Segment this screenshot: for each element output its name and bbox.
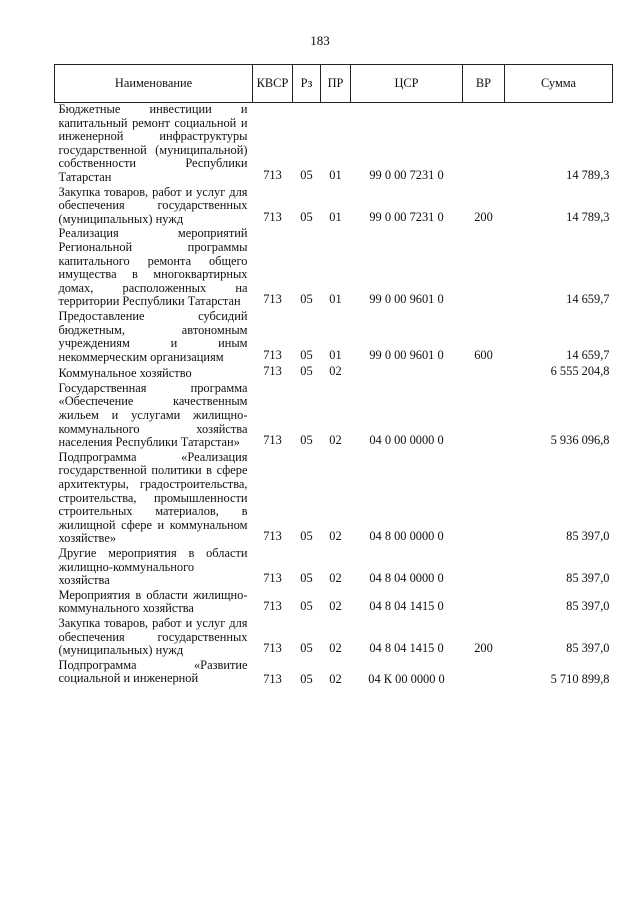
- table-row: [55, 589, 613, 617]
- row-vr: [463, 382, 505, 451]
- row-sum: 5 936 096,8: [550, 433, 610, 448]
- row-kvsr: 713: [263, 167, 282, 182]
- budget-table: [54, 64, 613, 689]
- row-rz: 05: [300, 364, 313, 379]
- row-name: Государственная программа «Обеспечение качественным жильем и услугами жилищно-коммунального хозяйства населения Республики Татарстан»: [58, 380, 248, 450]
- row-sum: 14 659,7: [566, 292, 610, 307]
- header-name: Наименование: [55, 65, 253, 103]
- row-csr: 04 К 00 0000 0: [368, 671, 445, 686]
- row-vr: 600: [474, 347, 493, 362]
- row-csr: [351, 365, 463, 382]
- header-sum: Сумма: [505, 65, 613, 103]
- row-rz: 05: [300, 433, 313, 448]
- row-kvsr: 713: [263, 529, 282, 544]
- table-row: [55, 617, 613, 659]
- row-csr: 99 0 00 9601 0: [369, 292, 444, 307]
- header-rz: Рз: [293, 65, 321, 103]
- row-pr: 02: [329, 529, 342, 544]
- table-row: [55, 186, 613, 228]
- row-kvsr: 713: [263, 347, 282, 362]
- row-rz: 05: [300, 599, 313, 614]
- row-kvsr: 713: [263, 641, 282, 656]
- row-pr: 02: [329, 433, 342, 448]
- row-rz: 05: [300, 292, 313, 307]
- row-rz: 05: [300, 571, 313, 586]
- row-vr: [463, 589, 505, 617]
- row-csr: 99 0 00 7231 0: [369, 167, 444, 182]
- row-pr: 01: [329, 347, 342, 362]
- row-name: Бюджетные инвестиции и капитальный ремонт социальной и инженерной инфраструктуры государственной (муниципальной) собственности Республики Татарстан: [58, 102, 248, 184]
- header-kvsr: КВСР: [253, 65, 293, 103]
- row-vr: [463, 365, 505, 382]
- row-sum: 14 659,7: [566, 347, 610, 362]
- row-name: Предоставление субсидий бюджетным, автономным учреждениям и иным некоммерческим организациям: [58, 308, 248, 364]
- row-kvsr: 713: [263, 571, 282, 586]
- row-pr: 02: [329, 571, 342, 586]
- row-csr: 99 0 00 7231 0: [369, 209, 444, 224]
- table-row: [55, 227, 613, 310]
- row-sum: 14 789,3: [566, 209, 610, 224]
- row-rz: 05: [300, 641, 313, 656]
- row-pr: 01: [329, 167, 342, 182]
- row-pr: 02: [329, 671, 342, 686]
- row-name: Закупка товаров, работ и услуг для обеспечения государственных (муниципальных) нужд: [58, 615, 248, 658]
- row-name: Подпрограмма «Реализация государственной политики в сфере архитектуры, градостроительства, строительства, промышленности строительных материалов, в жилищной сфере и коммунальном хозяйстве»: [58, 449, 248, 546]
- row-rz: 05: [300, 347, 313, 362]
- row-vr: [463, 451, 505, 547]
- row-csr: 04 8 04 0000 0: [369, 571, 444, 586]
- table-row: [55, 103, 613, 186]
- row-csr: 04 0 00 0000 0: [369, 433, 444, 448]
- row-sum: 85 397,0: [566, 641, 610, 656]
- table-row: [55, 382, 613, 451]
- row-rz: 05: [300, 209, 313, 224]
- row-rz: 05: [300, 671, 313, 686]
- row-vr: [463, 547, 505, 589]
- row-kvsr: 713: [263, 364, 282, 379]
- header-pr: ПР: [321, 65, 351, 103]
- row-vr: [463, 659, 505, 690]
- row-name: Закупка товаров, работ и услуг для обеспечения государственных (муниципальных) нужд: [58, 184, 248, 226]
- row-kvsr: 713: [263, 433, 282, 448]
- row-name: Другие мероприятия в области жилищно-коммунального хозяйства: [58, 546, 248, 588]
- row-csr: 04 8 04 1415 0: [369, 599, 444, 614]
- row-pr: 02: [329, 364, 342, 379]
- row-vr: [463, 227, 505, 310]
- row-sum: 85 397,0: [566, 529, 610, 544]
- row-kvsr: 713: [263, 292, 282, 307]
- row-pr: 02: [329, 599, 342, 614]
- row-sum: 6 555 204,8: [550, 364, 610, 379]
- row-sum: 14 789,3: [566, 167, 610, 182]
- row-kvsr: 713: [263, 599, 282, 614]
- row-vr: 200: [474, 209, 493, 224]
- row-sum: 5 710 899,8: [550, 671, 610, 686]
- table-row: [55, 659, 613, 690]
- row-pr: 02: [329, 641, 342, 656]
- row-rz: 05: [300, 167, 313, 182]
- row-pr: 01: [329, 292, 342, 307]
- row-sum: 85 397,0: [566, 599, 610, 614]
- table-row: [55, 365, 613, 382]
- header-vr: ВР: [463, 65, 505, 103]
- row-csr: 99 0 00 9601 0: [369, 347, 444, 362]
- row-name: Реализация мероприятий Региональной программы капитального ремонта общего имущества в многоквартирных домах, расположенных на территории Республики Татарстан: [58, 226, 248, 309]
- row-sum: 85 397,0: [566, 571, 610, 586]
- row-name: Подпрограмма «Развитие социальной и инженерной: [58, 657, 248, 686]
- row-csr: 04 8 00 0000 0: [369, 529, 444, 544]
- page-number: 183: [310, 33, 330, 48]
- row-csr: 04 8 04 1415 0: [369, 641, 444, 656]
- row-vr: [463, 103, 505, 186]
- row-kvsr: 713: [263, 671, 282, 686]
- table-row: [55, 310, 613, 365]
- row-name: Коммунальное хозяйство: [58, 366, 192, 381]
- header-csr: ЦСР: [351, 65, 463, 103]
- row-vr: 200: [474, 641, 493, 656]
- row-rz: 05: [300, 529, 313, 544]
- table-row: [55, 547, 613, 589]
- table-header-row: [55, 65, 613, 103]
- row-kvsr: 713: [263, 209, 282, 224]
- row-pr: 01: [329, 209, 342, 224]
- row-name: Мероприятия в области жилищно-коммунального хозяйства: [58, 587, 248, 616]
- table-row: [55, 451, 613, 547]
